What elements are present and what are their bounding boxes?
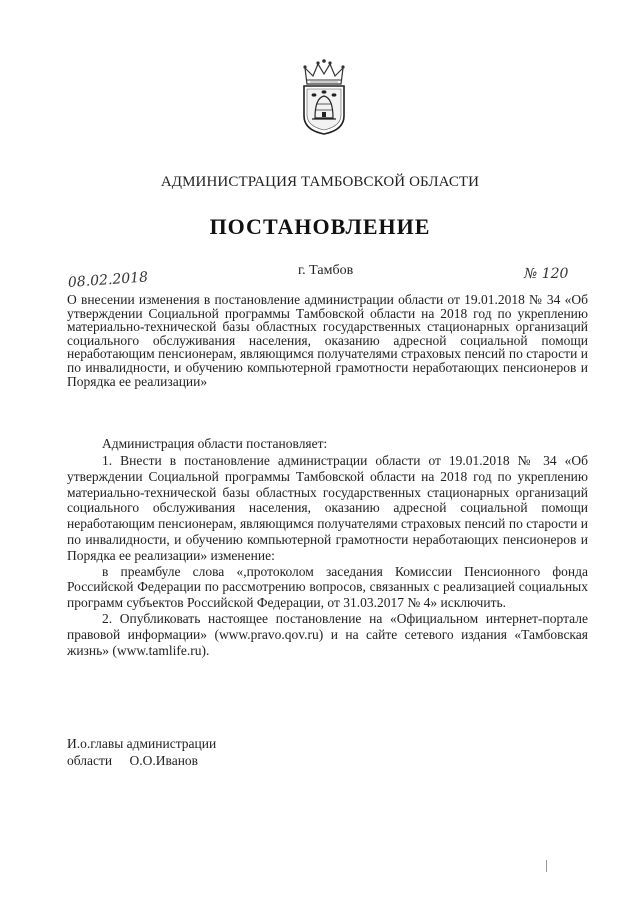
scan-artifact	[546, 860, 547, 872]
signature-block	[67, 735, 216, 769]
signatory-position-line2: области	[67, 753, 113, 768]
coat-of-arms-icon	[297, 58, 351, 136]
paragraph-2: 2. Опубликовать настоящее постановление на «Официальном интернет-портале правовой информации» (www.pravo.qov.ru) и на сайте сетевого издания «Тамбовская жизнь» (www.tamlife.ru).	[67, 610, 588, 658]
document-subject: О внесении изменения в постановление администрации области от 19.01.2018 № 34 «Об утверждении Социальной программы Тамбовской области на 2018 год по укреплению материально-технической базы областных государственных стационарных организаций социального обслуживания населения, оказанию адресной социальной помощи неработающим пенсионерам, являющимся получателями страховых пенсий по старости и по инвалидности, и обучению компьютерной грамотности неработающих пенсионеров и Порядка ее реализации»	[67, 292, 588, 389]
resolution-preamble: Администрация области постановляет:	[102, 436, 328, 451]
document-city: г. Тамбов	[298, 263, 354, 278]
signatory-name: О.О.Иванов	[129, 753, 199, 768]
paragraph-1-amendment: в преамбуле слова «,протоколом заседания Комиссии Пенсионного фонда Российской Федерации по рассмотрению вопросов, связанных с реализацией социальных программ субъектов Российской Федерации, от 31.03.2017 № 4» исключить.	[67, 563, 588, 611]
paragraph-1: 1. Внести в постановление администрации области от 19.01.2018 № 34 «Об утверждении Социальной программы Тамбовской области на 2018 год по укреплению материально-технической базы областных государственных стационарных организаций социального обслуживания населения, оказанию адресной социальной помощи неработающим пенсионерам, являющимся получателями страховых пенсий по старости и по инвалидности, и обучению компьютерной грамотности неработающих пенсионеров и Порядка ее реализации» изменение:	[67, 453, 588, 563]
signatory-position-line1: И.о.главы администрации	[67, 736, 217, 751]
document-type-title: ПОСТАНОВЛЕНИЕ	[209, 214, 431, 239]
organization-name: АДМИНИСТРАЦИЯ ТАМБОВСКОЙ ОБЛАСТИ	[160, 174, 480, 190]
document-date: 08.02.2018	[67, 269, 149, 291]
document-number: № 120	[524, 266, 569, 282]
signature-line2	[67, 752, 216, 769]
document-body	[67, 453, 588, 658]
